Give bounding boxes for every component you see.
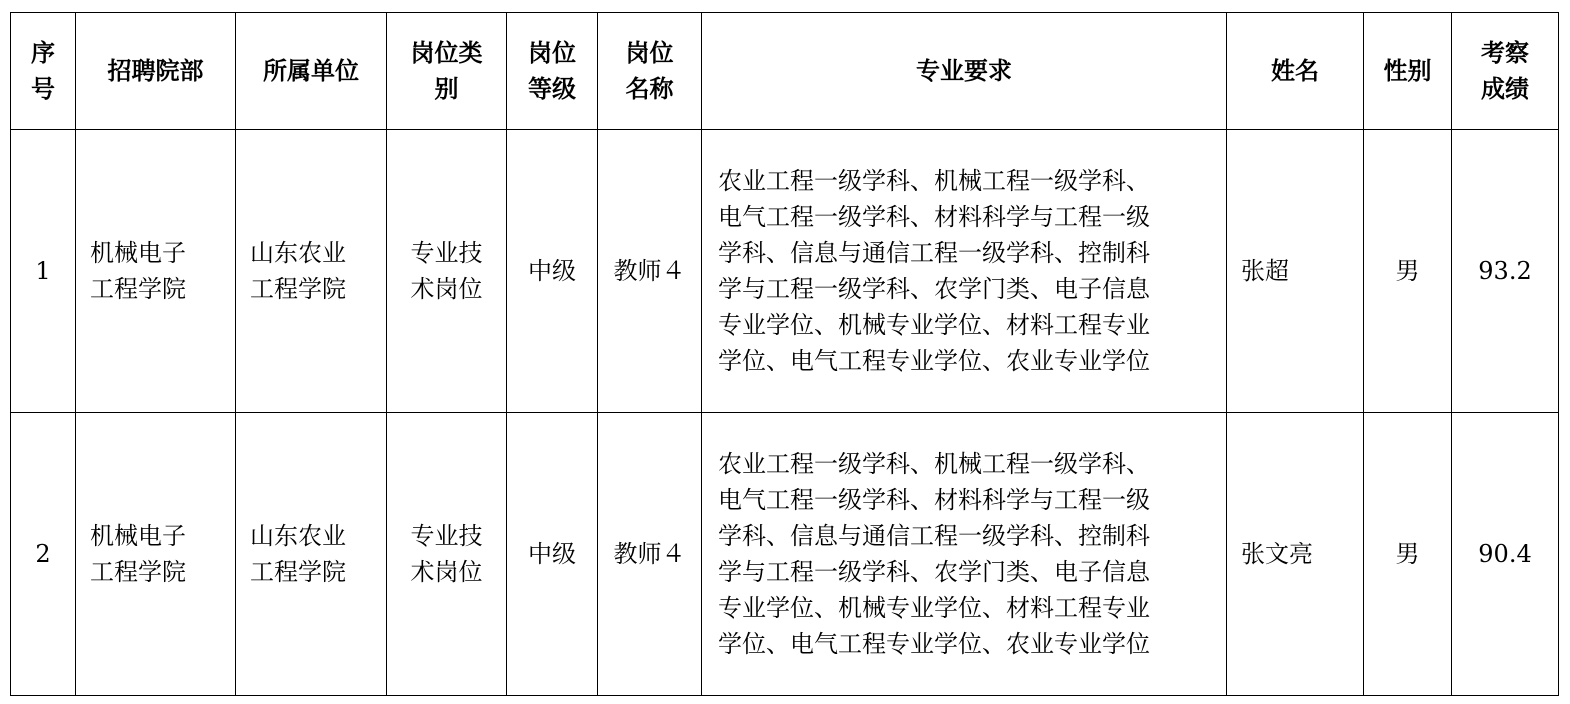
header-seq: 序 号 (11, 13, 76, 130)
cell-seq: 2 (11, 413, 76, 696)
results-table (10, 12, 1559, 696)
header-major: 专业要求 (702, 13, 1227, 130)
cell-name: 张文亮 (1227, 413, 1364, 696)
table-row (11, 130, 1559, 413)
header-post: 岗位 名称 (598, 13, 702, 130)
cell-level: 中级 (507, 413, 598, 696)
cell-dept: 机械电子 工程学院 (76, 413, 236, 696)
header-name: 姓名 (1227, 13, 1364, 130)
header-score: 考察 成绩 (1452, 13, 1559, 130)
header-type: 岗位类 别 (387, 13, 507, 130)
cell-major: 农业工程一级学科、机械工程一级学科、 电气工程一级学科、材料科学与工程一级 学科、信息与通信工程一级学科、控制科 学与工程一级学科、农学门类、电子信息 专业学位、机械专业学位、材料工程专业 学位、电气工程专业学位、农业专业学位 (702, 413, 1227, 696)
cell-dept: 机械电子 工程学院 (76, 130, 236, 413)
cell-name: 张超 (1227, 130, 1364, 413)
header-gender: 性别 (1364, 13, 1452, 130)
cell-unit: 山东农业 工程学院 (236, 413, 387, 696)
cell-post: 教师４ (598, 130, 702, 413)
cell-score: 93.2 (1452, 130, 1559, 413)
header-level: 岗位 等级 (507, 13, 598, 130)
cell-gender: 男 (1364, 413, 1452, 696)
header-row (11, 13, 1559, 130)
header-dept: 招聘院部 (76, 13, 236, 130)
cell-type: 专业技 术岗位 (387, 130, 507, 413)
cell-post: 教师４ (598, 413, 702, 696)
cell-seq: 1 (11, 130, 76, 413)
cell-type: 专业技 术岗位 (387, 413, 507, 696)
cell-gender: 男 (1364, 130, 1452, 413)
header-unit: 所属单位 (236, 13, 387, 130)
cell-level: 中级 (507, 130, 598, 413)
cell-major: 农业工程一级学科、机械工程一级学科、 电气工程一级学科、材料科学与工程一级 学科、信息与通信工程一级学科、控制科 学与工程一级学科、农学门类、电子信息 专业学位、机械专业学位、材料工程专业 学位、电气工程专业学位、农业专业学位 (702, 130, 1227, 413)
cell-unit: 山东农业 工程学院 (236, 130, 387, 413)
cell-score: 90.4 (1452, 413, 1559, 696)
table-row (11, 413, 1559, 696)
